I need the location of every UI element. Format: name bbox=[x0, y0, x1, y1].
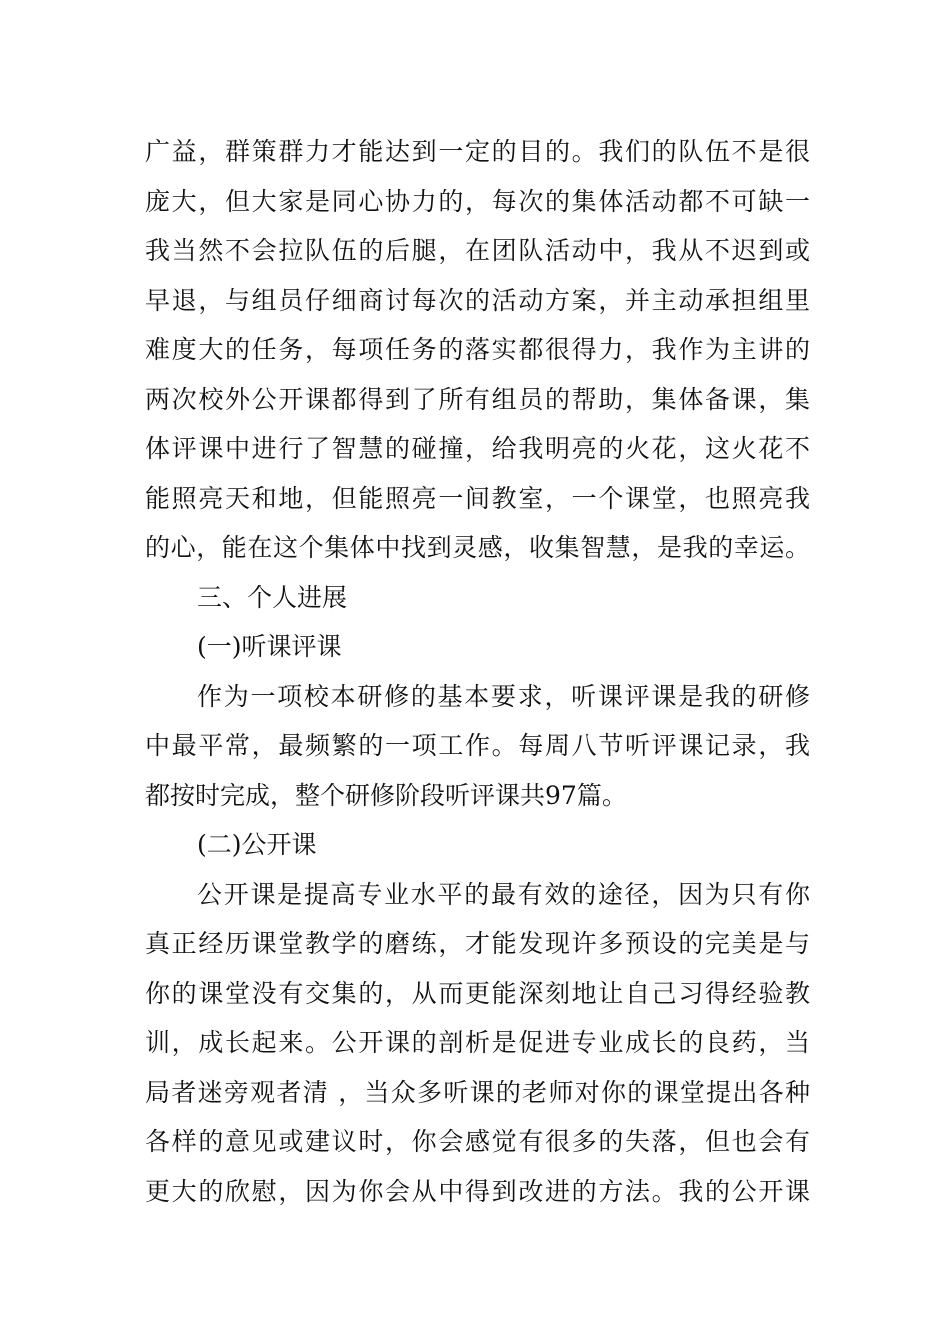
subsection-heading: (二)公开课 bbox=[197, 830, 317, 859]
text-line: 你的课堂没有交集的，从而更能深刻地让自己习得经验教 bbox=[145, 978, 810, 1008]
section-heading: 三、个人进展 bbox=[197, 582, 348, 612]
text-line: 广益，群策群力才能达到一定的目的。我们的队伍不是很 bbox=[145, 137, 810, 166]
text-line: 庞大，但大家是同心协力的，每次的集体活动都不可缺一 bbox=[145, 186, 810, 216]
text-line: 体评课中进行了智慧的碰撞，给我明亮的火花，这火花不 bbox=[145, 434, 810, 463]
subsection-heading: (一)听课评课 bbox=[197, 632, 342, 661]
text-line: 中最平常，最频繁的一项工作。每周八节听评课记录，我 bbox=[145, 731, 810, 760]
text-line: 难度大的任务，每项任务的落实都很得力，我作为主讲的 bbox=[145, 335, 810, 364]
text-line: 局者迷旁观者清 ，当众多听课的老师对你的课堂提出各种 bbox=[145, 1077, 810, 1107]
text-line: 早退，与组员仔细商讨每次的活动方案，并主动承担组里 bbox=[145, 285, 810, 315]
text-line: 更大的欣慰，因为你会从中得到改进的方法。我的公开课 bbox=[145, 1176, 810, 1206]
document-body bbox=[145, 127, 810, 1216]
text-line: 公开课是提高专业水平的最有效的途径，因为只有你 bbox=[197, 879, 810, 909]
text-line: 作为一项校本研修的基本要求，听课评课是我的研修 bbox=[197, 681, 810, 711]
text-line: 各样的意见或建议时，你会感觉有很多的失落，但也会有 bbox=[145, 1127, 810, 1156]
text-line: 我当然不会拉队伍的后腿，在团队活动中，我从不迟到或 bbox=[145, 236, 810, 265]
text-line: 真正经历课堂教学的磨练，才能发现许多预设的完美是与 bbox=[145, 929, 810, 958]
text-line: 能照亮天和地，但能照亮一间教室，一个课堂，也照亮我 bbox=[145, 483, 810, 513]
text-line: 训，成长起来。公开课的剖析是促进专业成长的良药，当 bbox=[145, 1028, 810, 1057]
text-line: 两次校外公开课都得到了所有组员的帮助，集体备课，集 bbox=[145, 384, 810, 414]
text-line: 都按时完成，整个研修阶段听评课共97篇。 bbox=[145, 780, 627, 810]
text-line: 的心，能在这个集体中找到灵感，收集智慧，是我的幸运。 bbox=[145, 533, 810, 562]
